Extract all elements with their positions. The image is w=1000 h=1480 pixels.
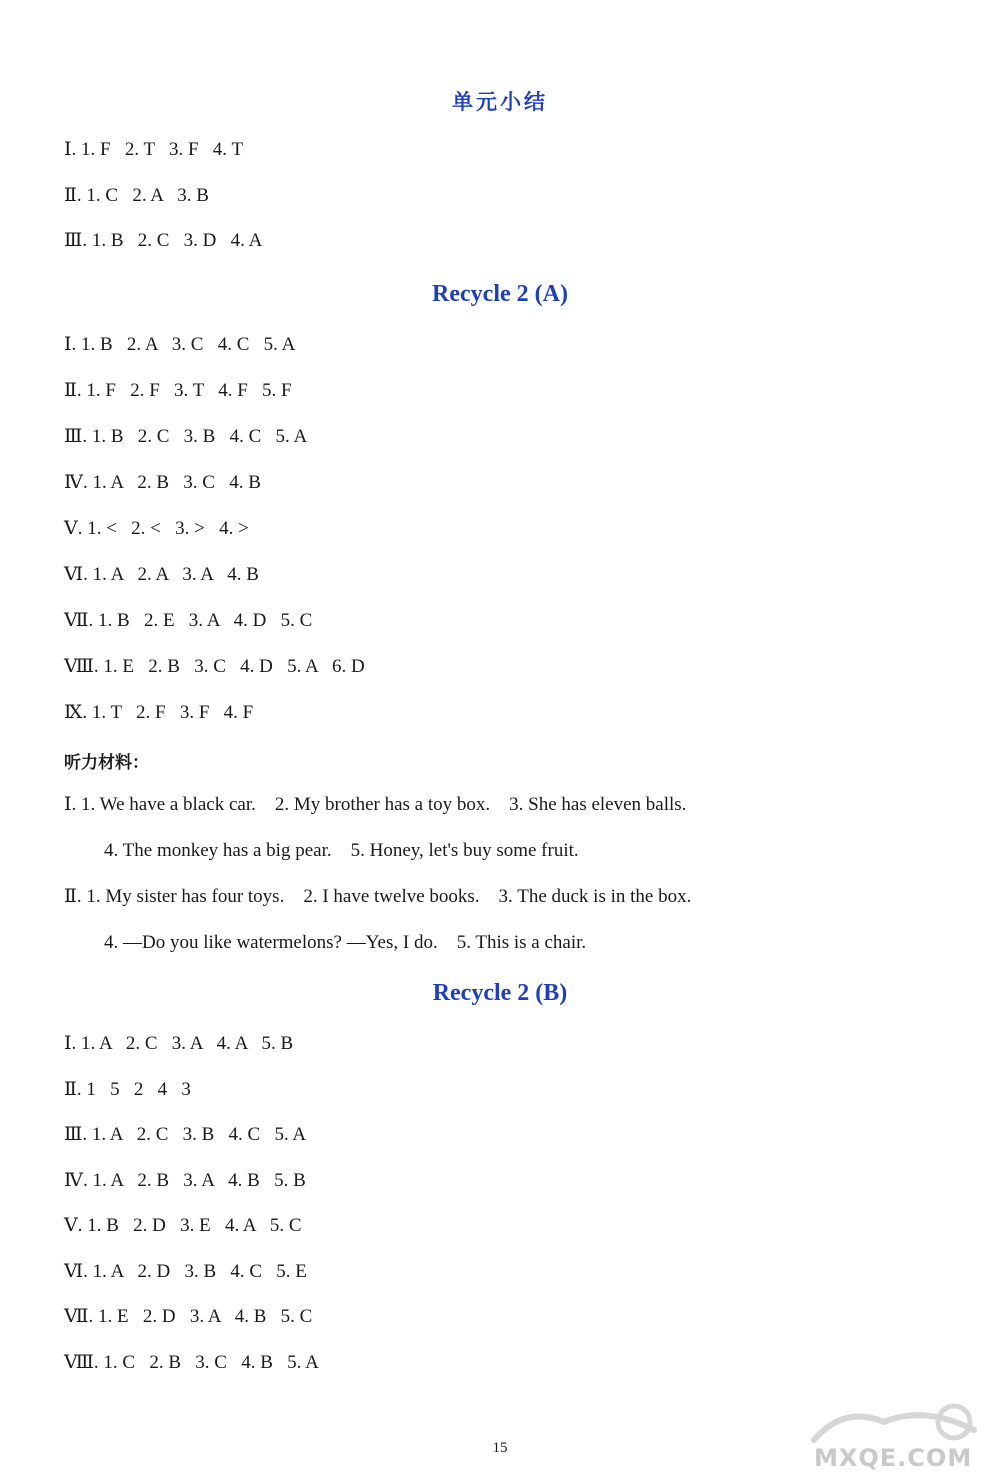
answer-row: Ⅰ. 1. B 2. A 3. C 4. C 5. A [64, 334, 296, 355]
answer-row: Ⅷ. 1. E 2. B 3. C 4. D 5. A 6. D [64, 656, 365, 677]
answer-row: Ⅵ. 1. A 2. D 3. B 4. C 5. E [64, 1261, 307, 1282]
answer-row: Ⅲ. 1. B 2. C 3. B 4. C 5. A [64, 426, 308, 447]
listening-line: Ⅱ. 1. My sister has four toys. 2. I have twelve books. 3. The duck is in the box. [64, 886, 692, 907]
answer-row: Ⅳ. 1. A 2. B 3. C 4. B [64, 472, 261, 493]
answer-row: Ⅴ. 1. B 2. D 3. E 4. A 5. C [64, 1215, 302, 1236]
listening-line: Ⅰ. 1. We have a black car. 2. My brother has a toy box. 3. She has eleven balls. [64, 794, 687, 815]
recycle-2a-heading: Recycle 2 (A) [432, 281, 568, 307]
answer-row: Ⅶ. 1. B 2. E 3. A 4. D 5. C [64, 610, 313, 631]
answer-row: Ⅳ. 1. A 2. B 3. A 4. B 5. B [64, 1170, 306, 1191]
listening-line: 4. —Do you like watermelons? —Yes, I do. 5. This is a chair. [104, 932, 587, 953]
answer-row: Ⅲ. 1. B 2. C 3. D 4. A [64, 230, 263, 251]
recycle-2b-heading: Recycle 2 (B) [432, 980, 568, 1006]
unit-summary-heading: 单元小结 [452, 90, 548, 114]
answer-row: Ⅷ. 1. C 2. B 3. C 4. B 5. A [64, 1352, 319, 1373]
answer-row: Ⅰ. 1. F 2. T 3. F 4. T [64, 139, 244, 160]
listening-material-label: 听力材料： [64, 753, 149, 773]
watermark-text: MXQE.COM [814, 1444, 973, 1472]
answer-row: Ⅱ. 1. F 2. F 3. T 4. F 5. F [64, 380, 292, 401]
answer-row: Ⅸ. 1. T 2. F 3. F 4. F [64, 702, 254, 723]
answer-row: Ⅱ. 1. C 2. A 3. B [64, 185, 209, 206]
answer-row: Ⅱ. 1 5 2 4 3 [64, 1079, 191, 1100]
listening-line: 4. The monkey has a big pear. 5. Honey, let's buy some fruit. [104, 840, 579, 861]
answer-row: Ⅴ. 1. < 2. < 3. > 4. > [64, 518, 249, 539]
answer-row: Ⅲ. 1. A 2. C 3. B 4. C 5. A [64, 1124, 307, 1145]
answer-row: Ⅰ. 1. A 2. C 3. A 4. A 5. B [64, 1033, 294, 1054]
answer-row: Ⅵ. 1. A 2. A 3. A 4. B [64, 564, 259, 585]
answer-row: Ⅶ. 1. E 2. D 3. A 4. B 5. C [64, 1306, 313, 1327]
page-number: 15 [492, 1440, 508, 1456]
